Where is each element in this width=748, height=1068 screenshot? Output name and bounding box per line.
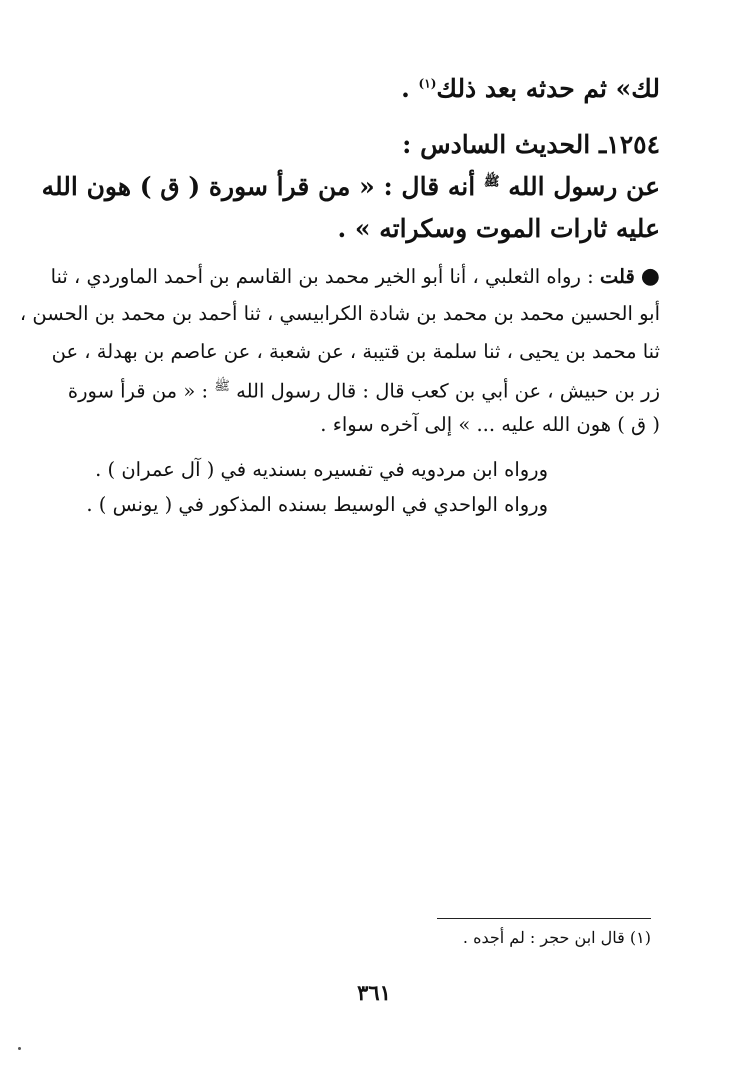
commentary-line-6: ورواه ابن مردويه في تفسيره بسنديه في ( آل عمران ) . (95, 458, 548, 481)
hadith-text-line-2: عليه ثارات الموت وسكراته » . (337, 214, 660, 243)
commentary-line-3: ثنا محمد بن يحيى ، ثنا سلمة بن قتيبة ، عن شعبة ، عن عاصم بن بهدلة ، عن (51, 340, 660, 363)
hadith-text-end: أنه قال : « من قرأ سورة ( ق ) هون الله (41, 172, 484, 201)
hadith-heading: ١٢٥٤ـ الحديث السادس : (402, 130, 660, 159)
commentary-line-1 (50, 264, 660, 289)
commentary-line-7: ورواه الواحدي في الوسيط بسنده المذكور في ( يونس ) . (86, 493, 548, 516)
continuation-line (88, 74, 660, 103)
salutation-glyph: ﷺ (483, 174, 500, 190)
commentary-text-4b: : « من قرأ سورة (67, 379, 215, 403)
commentary-line-5: ( ق ) هون الله عليه ... » إلى آخره سواء . (320, 413, 660, 436)
bullet-icon: ● (640, 264, 660, 289)
commentary-line-4 (67, 378, 660, 403)
continuation-text: لك» ثم حدثه بعد ذلك (436, 74, 660, 103)
commentary-line-2: أبو الحسين محمد بن محمد بن شادة الكرابيسي ، ثنا أحمد بن محمد بن الحسن ، (19, 302, 660, 325)
page-number: ٣٦١ (357, 980, 391, 1005)
qult-label: قلت (599, 265, 635, 288)
commentary-text-1: : رواه الثعلبي ، أنا أبو الخير محمد بن القاسم بن أحمد الماوردي ، ثنا (50, 265, 600, 288)
commentary-text-4a: زر بن حبيش ، عن أبي بن كعب قال : قال رسول الله (229, 379, 660, 403)
footnote-divider (437, 918, 651, 919)
salutation-glyph-2: ﷺ (214, 379, 230, 394)
hadith-text-start: عن رسول الله (499, 172, 660, 201)
hadith-text-line-1 (41, 172, 660, 201)
scan-speck (18, 1047, 21, 1050)
footnote: (١) قال ابن حجر : لم أجده . (462, 928, 651, 947)
continuation-end: . (401, 74, 419, 103)
footnote-marker: (١) (418, 76, 437, 91)
